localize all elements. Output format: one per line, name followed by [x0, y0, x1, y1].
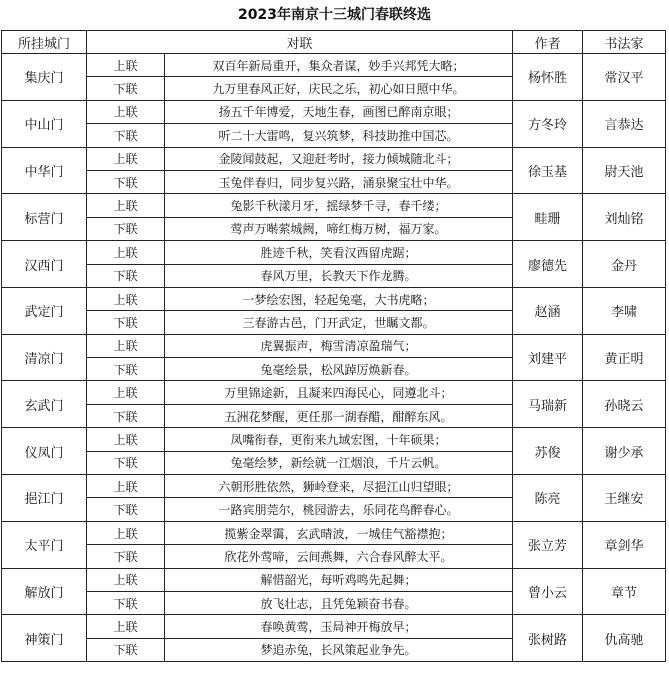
gate-cell: 仪凤门	[2, 428, 87, 475]
header-couplet: 对联	[87, 31, 513, 54]
upper-couplet: 凤嘴衔春，更衔来九域宏图，十年硕果；	[165, 428, 513, 451]
table-row	[2, 428, 666, 451]
upper-couplet: 胜迹千秋，笑看汉西留虎踞；	[165, 241, 513, 264]
lower-label: 下联	[87, 311, 165, 334]
lower-label: 下联	[87, 170, 165, 193]
table-row	[2, 54, 666, 77]
lower-label: 下联	[87, 451, 165, 474]
author-cell: 廖德先	[513, 241, 583, 288]
upper-label: 上联	[87, 241, 165, 264]
author-cell: 杨怀胜	[513, 54, 583, 101]
lower-label: 下联	[87, 217, 165, 240]
author-cell: 曾小云	[513, 568, 583, 615]
table-row	[2, 100, 666, 123]
gate-cell: 武定门	[2, 287, 87, 334]
page-title: 2023年南京十三城门春联终选	[238, 7, 431, 23]
table-row	[2, 241, 666, 264]
gate-cell: 神策门	[2, 615, 87, 662]
upper-label: 上联	[87, 381, 165, 404]
gate-cell: 中华门	[2, 147, 87, 194]
upper-couplet: 兔影千秋漾月牙，摇绿梦千寻，春千缕；	[165, 194, 513, 217]
author-cell: 陈亮	[513, 475, 583, 522]
upper-label: 上联	[87, 568, 165, 591]
lower-label: 下联	[87, 77, 165, 100]
calligrapher-cell: 孙晓云	[583, 381, 666, 428]
gate-cell: 太平门	[2, 521, 87, 568]
upper-couplet: 春唤黄莺，玉局神开梅放早；	[165, 615, 513, 638]
upper-label: 上联	[87, 100, 165, 123]
lower-label: 下联	[87, 638, 165, 661]
table-body	[2, 54, 666, 662]
lower-couplet: 九万里春风正好，庆民之乐，初心如日照中华。	[165, 77, 513, 100]
upper-couplet: 金陵闻鼓起，又迎赶考时，接力倾城随北斗；	[165, 147, 513, 170]
gate-cell: 玄武门	[2, 381, 87, 428]
calligrapher-cell: 王继安	[583, 475, 666, 522]
gate-cell: 集庆门	[2, 54, 87, 101]
upper-couplet: 双百年新局重开，集众者谋，妙手兴邦凭大略；	[165, 54, 513, 77]
lower-couplet: 五洲花梦醒，更任那一湖春醋，酣醉东风。	[165, 404, 513, 427]
upper-label: 上联	[87, 54, 165, 77]
lower-couplet: 莺声万啭萦城阙，啼红梅万树，福万家。	[165, 217, 513, 240]
upper-label: 上联	[87, 521, 165, 544]
calligrapher-cell: 尉天池	[583, 147, 666, 194]
gate-cell: 汉西门	[2, 241, 87, 288]
lower-label: 下联	[87, 124, 165, 147]
table-row	[2, 194, 666, 217]
author-cell: 畦珊	[513, 194, 583, 241]
upper-couplet: 扬五千年博爱，天地生春，画图已醉南京眼；	[165, 100, 513, 123]
upper-label: 上联	[87, 194, 165, 217]
upper-couplet: 虎翼振声，梅雪清凉盈瑞气；	[165, 334, 513, 357]
lower-couplet: 春风万里，长教天下作龙腾。	[165, 264, 513, 287]
gate-cell: 清凉门	[2, 334, 87, 381]
calligrapher-cell: 常汉平	[583, 54, 666, 101]
lower-couplet: 梦追赤兔，长风策起业争先。	[165, 638, 513, 661]
lower-couplet: 三春游古邑，门开武定，世瞩文都。	[165, 311, 513, 334]
lower-label: 下联	[87, 498, 165, 521]
gate-cell: 解放门	[2, 568, 87, 615]
table-row	[2, 147, 666, 170]
calligrapher-cell: 李啸	[583, 287, 666, 334]
lower-couplet: 一路宾朋莞尔，桃园游去，乐同花鸟醉春心。	[165, 498, 513, 521]
lower-label: 下联	[87, 591, 165, 614]
upper-label: 上联	[87, 615, 165, 638]
table-row	[2, 287, 666, 310]
upper-label: 上联	[87, 475, 165, 498]
lower-label: 下联	[87, 264, 165, 287]
lower-label: 下联	[87, 358, 165, 381]
upper-label: 上联	[87, 334, 165, 357]
lower-couplet: 欣花外莺啼，云间燕舞，六合春风醉太平。	[165, 545, 513, 568]
calligrapher-cell: 章节	[583, 568, 666, 615]
upper-label: 上联	[87, 287, 165, 310]
author-cell: 马瑞新	[513, 381, 583, 428]
calligrapher-cell: 章剑华	[583, 521, 666, 568]
calligrapher-cell: 金丹	[583, 241, 666, 288]
lower-couplet: 兔毫绘梦，新绘就一江烟浪，千片云帆。	[165, 451, 513, 474]
lower-couplet: 兔毫绘景，松风踔厉焕新春。	[165, 358, 513, 381]
upper-label: 上联	[87, 147, 165, 170]
calligrapher-cell: 刘灿铭	[583, 194, 666, 241]
upper-couplet: 揽紫金翠霭，玄武晴波，一城佳气豁襟抱；	[165, 521, 513, 544]
table-row	[2, 568, 666, 591]
author-cell: 赵涵	[513, 287, 583, 334]
upper-couplet: 一梦绘宏图，轻起兔毫，大书虎略；	[165, 287, 513, 310]
table-row	[2, 334, 666, 357]
gate-cell: 中山门	[2, 100, 87, 147]
header-calligrapher: 书法家	[583, 31, 666, 54]
table-row	[2, 475, 666, 498]
lower-label: 下联	[87, 545, 165, 568]
author-cell: 方冬玲	[513, 100, 583, 147]
header-author: 作者	[513, 31, 583, 54]
author-cell: 徐玉基	[513, 147, 583, 194]
table-row	[2, 615, 666, 638]
lower-couplet: 玉兔伴春归，同步复兴路，涌泉聚宝壮中华。	[165, 170, 513, 193]
calligrapher-cell: 黄正明	[583, 334, 666, 381]
upper-label: 上联	[87, 428, 165, 451]
gate-cell: 挹江门	[2, 475, 87, 522]
gate-cell: 标营门	[2, 194, 87, 241]
table-row	[2, 521, 666, 544]
table-header-row	[2, 31, 666, 54]
table-row	[2, 381, 666, 404]
author-cell: 张立芳	[513, 521, 583, 568]
calligrapher-cell: 言恭达	[583, 100, 666, 147]
lower-couplet: 放飞壮志，且凭兔颖奋书春。	[165, 591, 513, 614]
calligrapher-cell: 仇高驰	[583, 615, 666, 662]
author-cell: 苏俊	[513, 428, 583, 475]
upper-couplet: 六朝形胜依然，狮岭登来，尽挹江山归望眼；	[165, 475, 513, 498]
upper-couplet: 解惜韶光，每听鸡鸣先起舞；	[165, 568, 513, 591]
calligrapher-cell: 谢少承	[583, 428, 666, 475]
author-cell: 刘建平	[513, 334, 583, 381]
author-cell: 张树路	[513, 615, 583, 662]
header-gate: 所挂城门	[2, 31, 87, 54]
couplet-table	[1, 30, 666, 662]
upper-couplet: 万里锦途新，且凝来四海民心，同遵北斗；	[165, 381, 513, 404]
lower-label: 下联	[87, 404, 165, 427]
lower-couplet: 听二十大雷鸣，复兴筑梦，科技助推中国芯。	[165, 124, 513, 147]
